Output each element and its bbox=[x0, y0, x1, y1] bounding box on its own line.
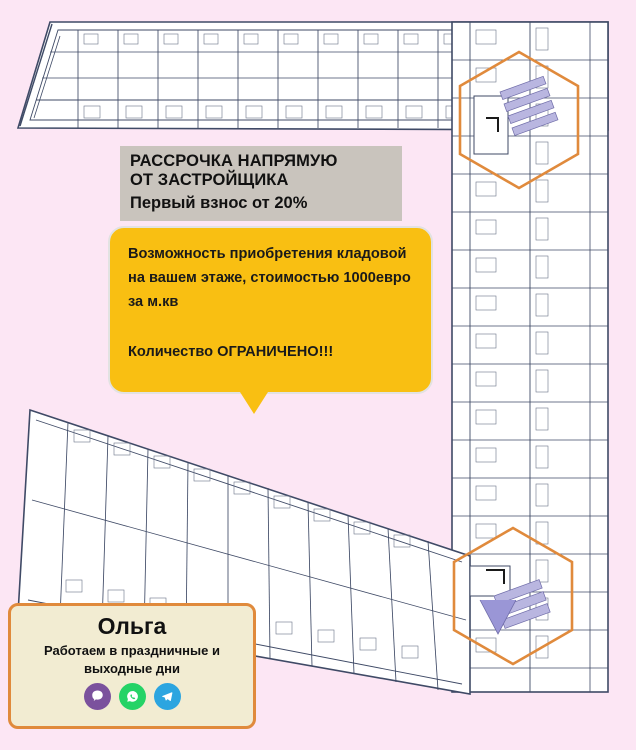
banner-line-1: РАССРОЧКА НАПРЯМУЮ bbox=[130, 152, 338, 170]
contact-name: Ольга bbox=[97, 613, 167, 639]
installment-banner bbox=[120, 146, 402, 221]
telegram-icon[interactable] bbox=[154, 683, 181, 710]
whatsapp-icon[interactable] bbox=[119, 683, 146, 710]
limited-text: Количество ОГРАНИЧЕНО!!! bbox=[128, 344, 334, 360]
banner-line-3: Первый взнос от 20% bbox=[130, 194, 308, 212]
viber-icon[interactable] bbox=[84, 683, 111, 710]
contact-card bbox=[8, 603, 256, 729]
banner-line-2: ОТ ЗАСТРОЙЩИКА bbox=[130, 171, 289, 189]
contact-note: Работаем в праздничные и выходные дни bbox=[44, 643, 220, 676]
storage-offer-bubble bbox=[108, 226, 433, 394]
offer-text: Возможность приобретения кладовой на вашем этаже, стоимостью 1000евро за м.кв bbox=[128, 246, 411, 310]
bubble-tail bbox=[240, 392, 268, 414]
messenger-icons bbox=[11, 683, 253, 710]
